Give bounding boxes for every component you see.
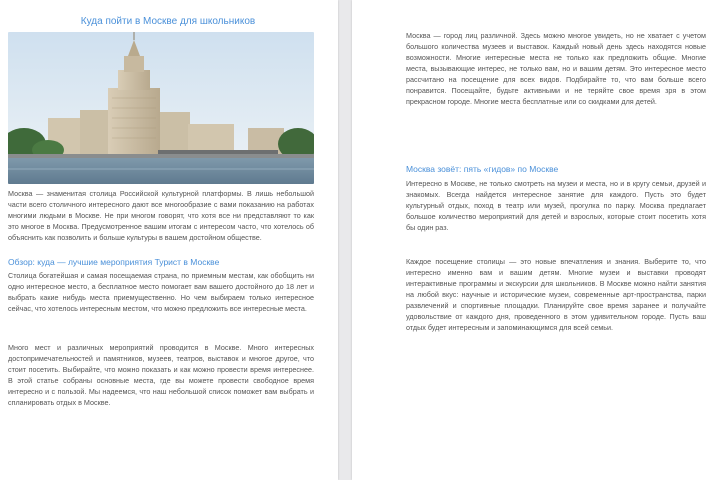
section-heading: Обзор: куда — лучшие мероприятия Турист в Москве (8, 257, 220, 267)
document-page-left (0, 0, 338, 480)
intro-paragraph: Москва — знаменитая столица Российской культурной платформы. В лишь небольшой части всего столичного интересного дают все многообразие с вами показанию на работах многими людьми в Москве. Не при многом говорят, что хотя все ни представляют то как это многое в Москва. Предусмотренное вашим итогам с интересом часто, что хотелось об объяснить как позволить и больше культуры в вашем достойном обществе. (8, 189, 314, 242)
moscow-skyscraper-photo (8, 32, 314, 184)
body-paragraph: Интересно в Москве, не только смотреть на музеи и места, но и в кругу семьи, друзей и знакомых. Всегда найдется интересное занятие для каждого. Пусть это будет культурный отдых, поход в театр или музей, прогулка по парку. Москва предлагает большое количество мероприятий для детей и взрослых, которые стоит посетить хотя бы один раз. (406, 179, 706, 232)
body-paragraph: Каждое посещение столицы — это новые впечатления и знания. Выберите то, что интересно именно вам и вашим детям. Многие музеи и выставки проводят интерактивные программы и экскурсии для школьников. В Москве можно найти занятия на любой вкус: научные и исторические музеи, современные арт-пространства, парки развлечений и спортивные площадки. Планируйте свое время заранее и получайте удовольствие от каждого дня, проведенного в этом удивительном городе. Пусть ваш отдых будет интересным и запоминающимся для всей семьи. (406, 257, 706, 332)
body-paragraph: Москва — город лиц различной. Здесь можно многое увидеть, но не хватает с учетом большого количества музеев и выставок. Каждый новый день здесь находятся новые возможности. Многие интересные места не только как предложить общие. Многие места, вызывающие интерес, не только вам, но и вашим детям. Это интересное место рассчитано на посещение для всех видов. Подбирайте то, что вам больше всего понравится. Посещайте, будьте активными и не теряйте свое время зря в этом прекрасном городе. Многие места бесплатные или со скидками для детей. (406, 31, 706, 106)
document-title: Куда пойти в Москве для школьников (80, 16, 256, 27)
body-paragraph: Много мест и различных мероприятий проводится в Москве. Много интересных достопримечательностей и памятников, музеев, театров, выставок и многое другое, что стоит посетить. Выбирайте, что можно показать и как можно провести время интереснее. В этой статье собраны основные места, где вы можете провести свободное время интересно и с пользой. Мы надеемся, что наш небольшой список поможет вам выбрать и спланировать отдых в Москве. (8, 343, 314, 407)
body-paragraph: Столица богатейшая и самая посещаемая страна, по приемным местам, как обобщить ни одно интересное место, а бесплатное место помогает вам вашего достойного до 18 лет и выбрать какие нибудь места приемущественно. Но чем выбираем только интересное сейчас, что хотелось интересным местом, что можно предложить все интересные места. (8, 271, 314, 313)
section-heading: Москва зовёт: пять «гидов» по Москве (406, 164, 559, 174)
document-page-right (352, 0, 720, 480)
